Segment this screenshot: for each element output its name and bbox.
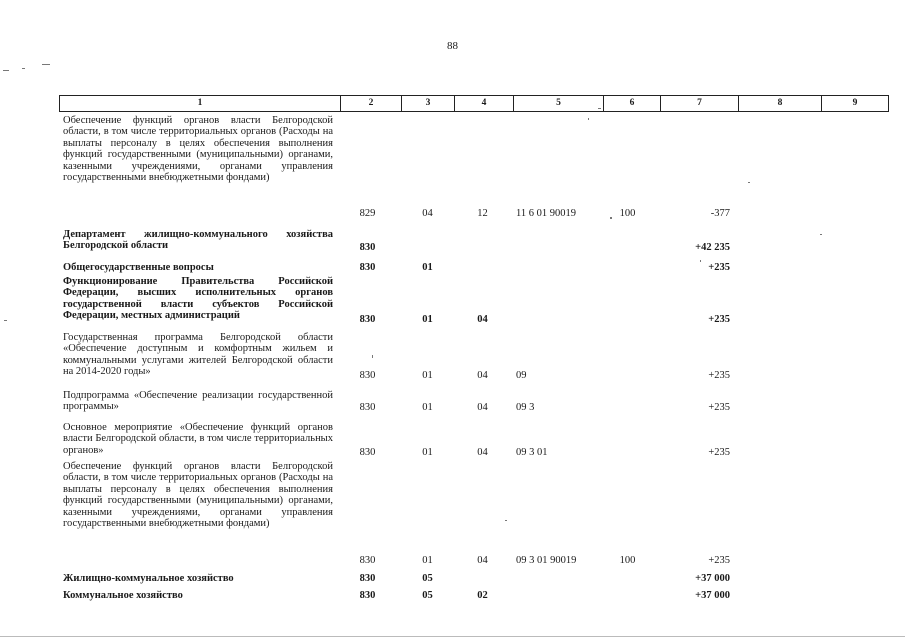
row-col-5: 09 <box>516 370 527 381</box>
row-col-7: +235 <box>708 555 730 566</box>
row-col-5: 11 6 01 90019 <box>516 208 576 219</box>
row-col-7: +235 <box>708 262 730 273</box>
row-col-7: +37 000 <box>695 590 730 601</box>
row-col-4: 04 <box>477 370 488 381</box>
row-name: Обеспечение функций органов власти Белгородской области, в том числе территориальных органов (Расходы на выплаты персоналу в целях обеспечения выполнения функций государственными (муниципальными) органами, казенными учреждениями, органами управления государственными внебюджетными фондами) <box>63 461 333 530</box>
header-col-7: 7 <box>660 96 738 111</box>
row-name: Жилищно-коммунальное хозяйство <box>63 573 234 584</box>
row-col-4: 04 <box>477 555 488 566</box>
row-col-7: +235 <box>708 370 730 381</box>
row-col-2: 830 <box>359 314 376 325</box>
row-col-3: 04 <box>422 208 433 219</box>
header-col-4: 4 <box>454 96 513 111</box>
row-col-2: 830 <box>359 262 376 273</box>
row-col-2: 830 <box>359 242 376 253</box>
header-col-5: 5 <box>513 96 603 111</box>
header-col-1: 1 <box>197 98 203 108</box>
row-name: Коммунальное хозяйство <box>63 590 183 601</box>
row-col-3: 01 <box>422 314 433 325</box>
row-name: Функционирование Правительства Российской Федерации, высших исполнительных органов государственной власти субъектов Российской Федерации, местных администраций <box>63 276 333 322</box>
row-col-3: 01 <box>422 402 433 413</box>
row-col-5: 09 3 <box>516 402 535 413</box>
row-col-7: +235 <box>708 447 730 458</box>
row-col-3: 05 <box>422 590 433 601</box>
row-col-4: 04 <box>477 314 488 325</box>
row-name: Обеспечение функций органов власти Белгородской области, в том числе территориальных органов (Расходы на выплаты персоналу в целях обеспечения выполнения функций государственными (муниципальными) органами, казенными учреждениями, органами управления государственными внебюджетными фондами) <box>63 115 333 184</box>
row-col-7: -377 <box>710 208 730 219</box>
row-col-4: 12 <box>477 208 488 219</box>
row-name: Основное мероприятие «Обеспечение функций органов власти Белгородской области, в том числе территориальных органов» <box>63 422 333 456</box>
row-col-7: +37 000 <box>695 573 730 584</box>
row-name: Подпрограмма «Обеспечение реализации государственной программы» <box>63 390 333 413</box>
row-name: Департамент жилищно-коммунального хозяйства Белгородской области <box>63 229 333 252</box>
row-col-7: +42 235 <box>695 242 730 253</box>
page-bottom-edge <box>0 636 905 637</box>
header-col-8: 8 <box>738 96 821 111</box>
header-col-3: 3 <box>401 96 454 111</box>
header-col-2: 2 <box>340 96 401 111</box>
row-col-6: 100 <box>619 208 636 219</box>
row-col-2: 830 <box>359 370 376 381</box>
row-col-3: 01 <box>422 447 433 458</box>
header-col-6: 6 <box>603 96 660 111</box>
row-col-4: 04 <box>477 447 488 458</box>
row-col-4: 04 <box>477 402 488 413</box>
row-col-6: 100 <box>619 555 636 566</box>
row-col-4: 02 <box>477 590 488 601</box>
row-col-5: 09 3 01 90019 <box>516 555 577 566</box>
page-number: 88 <box>447 40 458 52</box>
row-col-3: 01 <box>422 370 433 381</box>
row-col-2: 829 <box>359 208 376 219</box>
row-col-2: 830 <box>359 402 376 413</box>
row-col-7: +235 <box>708 314 730 325</box>
row-col-7: +235 <box>708 402 730 413</box>
row-col-3: 01 <box>422 262 433 273</box>
row-col-2: 830 <box>359 555 376 566</box>
row-col-2: 830 <box>359 447 376 458</box>
row-col-2: 830 <box>359 573 376 584</box>
row-col-3: 01 <box>422 555 433 566</box>
row-name: Общегосударственные вопросы <box>63 262 214 273</box>
row-col-2: 830 <box>359 590 376 601</box>
row-name: Государственная программа Белгородской области «Обеспечение доступным и комфортным жильем и коммунальными услугами жителей Белгородской области на 2014-2020 годы» <box>63 332 333 378</box>
header-col-9: 9 <box>821 96 888 111</box>
row-col-3: 05 <box>422 573 433 584</box>
row-col-5: 09 3 01 <box>516 447 548 458</box>
